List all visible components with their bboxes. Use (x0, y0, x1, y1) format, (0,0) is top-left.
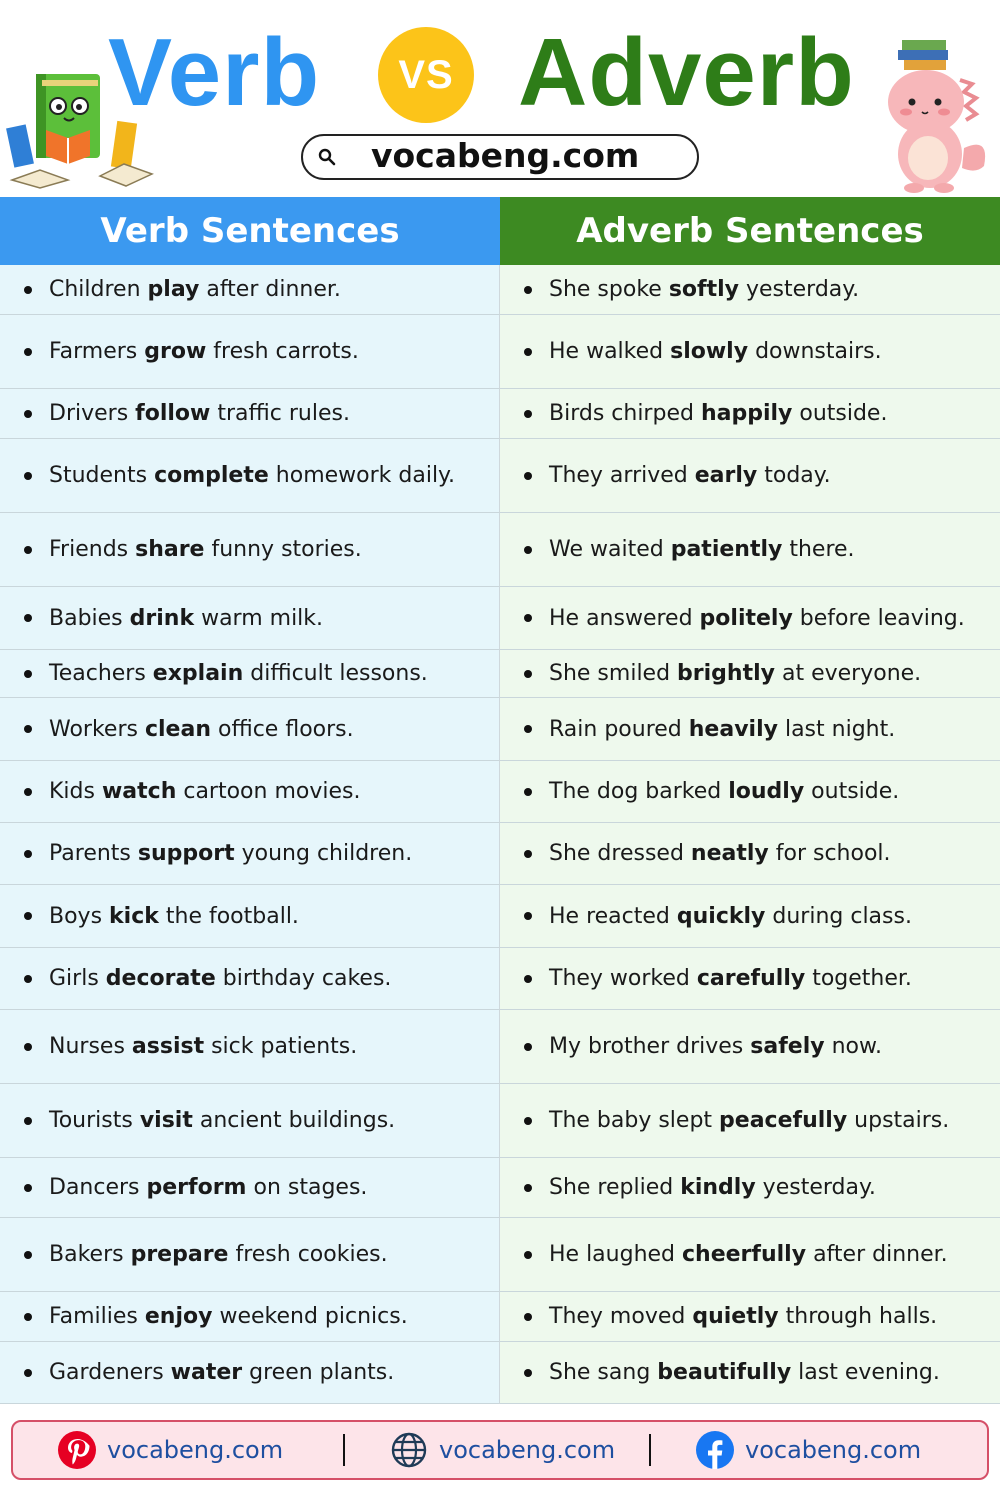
bullet-icon (24, 1369, 32, 1377)
adverb-sentence-text (549, 779, 899, 804)
adverb-keyword: patiently (670, 537, 783, 562)
table-row (0, 761, 1000, 823)
footer-website[interactable] (389, 1422, 615, 1478)
sentence-start: He walked (549, 339, 671, 364)
adverb-sentence (500, 1218, 1000, 1292)
adverb-sentence-text (549, 1304, 937, 1329)
adverb-keyword: peacefully (719, 1108, 848, 1133)
sentence-end: upstairs. (847, 1108, 950, 1133)
adverb-keyword: softly (668, 277, 739, 302)
sentence-end: yesterday. (755, 1175, 876, 1200)
bullet-icon (524, 788, 532, 796)
verb-keyword: share (135, 537, 205, 562)
sentence-end: cartoon movies. (176, 779, 361, 804)
sentence-start: She smiled (549, 661, 678, 686)
bullet-icon (524, 472, 532, 480)
adverb-keyword: carefully (696, 966, 806, 991)
bullet-icon (24, 348, 32, 356)
footer-pinterest-label: vocabeng.com (107, 1436, 284, 1464)
sentence-start: Farmers (49, 339, 145, 364)
bullet-icon (24, 912, 32, 920)
footer-separator (649, 1434, 651, 1466)
verb-keyword: support (137, 841, 235, 866)
verb-keyword: watch (101, 779, 177, 804)
footer-pinterest[interactable] (57, 1422, 283, 1478)
verb-sentence (0, 389, 500, 439)
adverb-sentence (500, 650, 1000, 698)
site-url: vocabeng.com (371, 136, 640, 175)
verb-sentence (0, 315, 500, 389)
bullet-icon (524, 614, 532, 622)
sentence-end: after dinner. (806, 1242, 948, 1267)
adverb-sentence (500, 948, 1000, 1010)
bullet-icon (24, 472, 32, 480)
verb-sentence (0, 1084, 500, 1158)
sentence-end: before leaving. (792, 605, 965, 631)
sentence-end: there. (782, 537, 855, 562)
pinterest-icon (57, 1430, 97, 1470)
sentence-end: yesterday. (739, 277, 860, 302)
footer-facebook-label: vocabeng.com (745, 1436, 922, 1464)
verb-keyword: clean (144, 716, 211, 742)
adverb-sentence (500, 698, 1000, 761)
sentence-start: Families (49, 1304, 145, 1329)
globe-icon (389, 1430, 429, 1470)
bullet-icon (524, 348, 532, 356)
verb-sentence (0, 1218, 500, 1292)
adverb-sentence-text (549, 841, 891, 866)
adverb-sentence-text (549, 1175, 876, 1200)
table-row (0, 885, 1000, 948)
vs-label: VS (398, 52, 454, 97)
verb-sentence (0, 1292, 500, 1342)
table-row (0, 650, 1000, 698)
table-row (0, 315, 1000, 389)
sentence-end: today. (757, 463, 831, 488)
adverb-sentence (500, 315, 1000, 389)
sentence-start: Students (49, 463, 155, 488)
verb-keyword: play (147, 277, 200, 302)
verb-keyword: enjoy (144, 1304, 213, 1329)
sentence-end: traffic rules. (210, 401, 350, 426)
adverb-column-heading: Adverb Sentences (500, 197, 1000, 265)
adverb-keyword: happily (700, 401, 793, 426)
adverb-sentence-text (549, 966, 912, 991)
verb-keyword: assist (131, 1034, 205, 1059)
sentence-start: The dog barked (549, 779, 729, 804)
sentence-start: Kids (49, 779, 102, 804)
verb-sentence-text (49, 463, 455, 488)
bullet-icon (524, 1369, 532, 1377)
verb-keyword: drink (129, 605, 195, 631)
verb-keyword: grow (144, 339, 207, 364)
verb-sentence (0, 948, 500, 1010)
verb-sentence-text (49, 401, 350, 426)
adverb-keyword: neatly (690, 841, 769, 866)
adverb-keyword: quietly (692, 1304, 779, 1329)
verb-sentence-text (49, 1175, 367, 1200)
sentence-start: My brother drives (549, 1034, 751, 1059)
sentence-end: during class. (765, 903, 912, 929)
adverb-sentence-text (549, 277, 859, 302)
sentence-start: Boys (49, 903, 110, 929)
sentence-start: Teachers (49, 661, 153, 686)
verb-sentence (0, 439, 500, 513)
adverb-keyword: kindly (680, 1175, 756, 1200)
verb-sentence (0, 1158, 500, 1218)
adverb-sentence (500, 513, 1000, 587)
adverb-keyword: loudly (728, 779, 805, 804)
bullet-icon (524, 725, 532, 733)
footer-separator (343, 1434, 345, 1466)
sentence-start: Workers (49, 716, 145, 742)
table-row (0, 823, 1000, 885)
verb-sentence-text (49, 1360, 394, 1385)
adverb-keyword: slowly (670, 339, 749, 364)
table-row (0, 389, 1000, 439)
sentence-end: sick patients. (204, 1034, 358, 1059)
verb-sentence-text (49, 966, 391, 991)
adverb-sentence-text (549, 904, 912, 929)
adverb-sentence (500, 761, 1000, 823)
bullet-icon (524, 1043, 532, 1051)
sentence-end: office floors. (210, 716, 354, 742)
sentence-start: Friends (49, 537, 136, 562)
sentence-end: now. (824, 1034, 882, 1059)
sentence-start: Parents (49, 841, 138, 866)
bullet-icon (24, 1043, 32, 1051)
verb-sentence-text (49, 339, 359, 364)
verb-keyword: complete (154, 463, 269, 488)
bullet-icon (524, 286, 532, 294)
sentence-start: He laughed (549, 1242, 683, 1267)
sentence-start: Gardeners (49, 1360, 171, 1385)
verb-sentence (0, 1342, 500, 1404)
verb-sentence-text (49, 606, 323, 631)
adverb-sentence (500, 1010, 1000, 1084)
sentence-start: We waited (549, 537, 671, 562)
adverb-keyword: heavily (688, 716, 778, 742)
adverb-sentence-text (549, 1034, 882, 1059)
bullet-icon (24, 1117, 32, 1125)
sentence-end: outside. (792, 401, 888, 426)
sentence-start: They worked (549, 966, 697, 991)
verb-sentence (0, 761, 500, 823)
vs-badge (378, 27, 474, 123)
verb-keyword: follow (135, 401, 211, 426)
verb-sentence (0, 885, 500, 948)
verb-sentence (0, 650, 500, 698)
adverb-sentence (500, 1342, 1000, 1404)
verb-sentence-text (49, 1242, 388, 1267)
sentence-end: last evening. (791, 1360, 940, 1385)
sentence-start: He answered (549, 605, 700, 631)
sentence-start: She spoke (549, 277, 669, 302)
bullet-icon (24, 1313, 32, 1321)
footer (11, 1420, 989, 1480)
verb-sentence (0, 1010, 500, 1084)
verb-keyword: perform (146, 1175, 247, 1200)
table-row (0, 1010, 1000, 1084)
verb-sentence-text (49, 1034, 357, 1059)
sentence-end: green plants. (242, 1360, 395, 1385)
adverb-sentence (500, 1084, 1000, 1158)
adverb-keyword: quickly (676, 903, 766, 929)
adverb-keyword: beautifully (657, 1360, 792, 1385)
table-row (0, 439, 1000, 513)
verb-sentence-text (49, 904, 299, 929)
sentence-end: together. (805, 966, 912, 991)
sentence-end: outside. (804, 779, 900, 804)
sentence-start: Girls (49, 966, 106, 991)
adverb-sentence-text (549, 463, 831, 488)
adverb-keyword: early (694, 463, 758, 488)
sentence-start: She dressed (549, 841, 691, 866)
table-row (0, 1218, 1000, 1292)
facebook-icon (695, 1430, 735, 1470)
sentence-start: She replied (549, 1175, 681, 1200)
verb-sentence (0, 587, 500, 650)
verb-sentence (0, 823, 500, 885)
adverb-sentence (500, 265, 1000, 315)
verb-keyword: prepare (130, 1242, 229, 1267)
sentence-start: Nurses (49, 1034, 132, 1059)
sentence-end: fresh cookies. (228, 1242, 388, 1267)
table-row (0, 587, 1000, 650)
adverb-sentence-text (549, 717, 895, 742)
sentence-start: Rain poured (549, 716, 689, 742)
verb-keyword: kick (109, 903, 159, 929)
table-row (0, 265, 1000, 315)
bullet-icon (24, 975, 32, 983)
sentence-end: homework daily. (268, 463, 455, 488)
sentence-end: warm milk. (194, 605, 324, 631)
bullet-icon (524, 670, 532, 678)
verb-sentence-text (49, 1108, 395, 1133)
adverb-sentence (500, 1292, 1000, 1342)
verb-sentence-text (49, 841, 412, 866)
adverb-sentence-text (549, 1360, 940, 1385)
verb-sentence-text (49, 277, 341, 302)
bullet-icon (24, 788, 32, 796)
bullet-icon (24, 725, 32, 733)
adverb-sentence-text (549, 606, 965, 631)
bullet-icon (24, 286, 32, 294)
adverb-sentence (500, 389, 1000, 439)
bullet-icon (24, 850, 32, 858)
bullet-icon (524, 1313, 532, 1321)
verb-sentence-text (49, 779, 360, 804)
sentence-end: for school. (768, 841, 891, 866)
bullet-icon (24, 546, 32, 554)
verb-keyword: visit (139, 1108, 193, 1133)
sentence-start: They moved (549, 1304, 693, 1329)
header (0, 0, 1000, 197)
bullet-icon (24, 410, 32, 418)
bullet-icon (24, 614, 32, 622)
verb-keyword: water (170, 1360, 243, 1385)
title-verb: Verb (108, 19, 321, 126)
bullet-icon (524, 1184, 532, 1192)
adverb-sentence (500, 587, 1000, 650)
verb-keyword: explain (152, 661, 244, 686)
adverb-sentence-text (549, 661, 921, 686)
adverb-keyword: politely (699, 605, 793, 631)
table-row (0, 1292, 1000, 1342)
table-row (0, 1084, 1000, 1158)
verb-keyword: decorate (105, 966, 216, 991)
sentence-end: funny stories. (204, 537, 362, 562)
bullet-icon (24, 670, 32, 678)
sentence-end: through halls. (778, 1304, 938, 1329)
verb-sentence-text (49, 1304, 408, 1329)
adverb-sentence (500, 885, 1000, 948)
sentence-start: Children (49, 277, 148, 302)
sentence-end: difficult lessons. (243, 661, 428, 686)
sentence-end: weekend picnics. (212, 1304, 408, 1329)
sentence-end: the football. (158, 903, 299, 929)
adverb-keyword: safely (750, 1034, 825, 1059)
sentence-end: birthday cakes. (215, 966, 392, 991)
adverb-sentence (500, 439, 1000, 513)
verb-sentence-text (49, 717, 354, 742)
verb-column-heading: Verb Sentences (0, 197, 500, 265)
table-row (0, 513, 1000, 587)
sentence-start: Birds chirped (549, 401, 701, 426)
sentence-start: Bakers (49, 1242, 131, 1267)
sentence-end: young children. (234, 841, 413, 866)
verb-sentence-text (49, 537, 362, 562)
title-adverb: Adverb (518, 19, 855, 126)
sentence-end: ancient buildings. (192, 1108, 396, 1133)
bullet-icon (524, 912, 532, 920)
bullet-icon (524, 850, 532, 858)
bullet-icon (524, 1251, 532, 1259)
sentence-start: Tourists (49, 1108, 140, 1133)
verb-sentence (0, 698, 500, 761)
sentence-start: Dancers (49, 1175, 147, 1200)
sentence-end: on stages. (246, 1175, 368, 1200)
adverb-sentence-text (549, 401, 887, 426)
sentence-end: fresh carrots. (206, 339, 359, 364)
bullet-icon (524, 410, 532, 418)
sentence-end: after dinner. (199, 277, 341, 302)
site-search-bar[interactable] (301, 134, 699, 180)
verb-sentence (0, 513, 500, 587)
sentence-start: Drivers (49, 401, 136, 426)
adverb-sentence-text (549, 1108, 949, 1133)
sentence-end: at everyone. (775, 661, 922, 686)
table-row (0, 1342, 1000, 1404)
search-icon (317, 147, 337, 167)
adverb-keyword: brightly (677, 661, 775, 686)
bullet-icon (524, 975, 532, 983)
bullet-icon (24, 1184, 32, 1192)
sentence-start: He reacted (549, 903, 677, 929)
verb-sentence (0, 265, 500, 315)
table-row (0, 698, 1000, 761)
adverb-sentence (500, 1158, 1000, 1218)
sentence-end: last night. (777, 716, 896, 742)
footer-website-label: vocabeng.com (439, 1436, 616, 1464)
sentence-start: Babies (49, 605, 130, 631)
sentence-end: downstairs. (748, 339, 882, 364)
adverb-keyword: cheerfully (682, 1242, 807, 1267)
adverb-sentence-text (549, 537, 855, 562)
sentence-start: They arrived (549, 463, 695, 488)
footer-facebook[interactable] (695, 1422, 921, 1478)
bullet-icon (24, 1251, 32, 1259)
verb-sentence-text (49, 661, 428, 686)
adverb-sentence (500, 823, 1000, 885)
dinosaur-illustration (880, 36, 992, 196)
table-row (0, 948, 1000, 1010)
sentence-start: She sang (549, 1360, 658, 1385)
sentence-start: The baby slept (549, 1108, 720, 1133)
adverb-sentence-text (549, 1242, 948, 1267)
bullet-icon (524, 546, 532, 554)
adverb-sentence-text (549, 339, 882, 364)
bullet-icon (524, 1117, 532, 1125)
table-row (0, 1158, 1000, 1218)
